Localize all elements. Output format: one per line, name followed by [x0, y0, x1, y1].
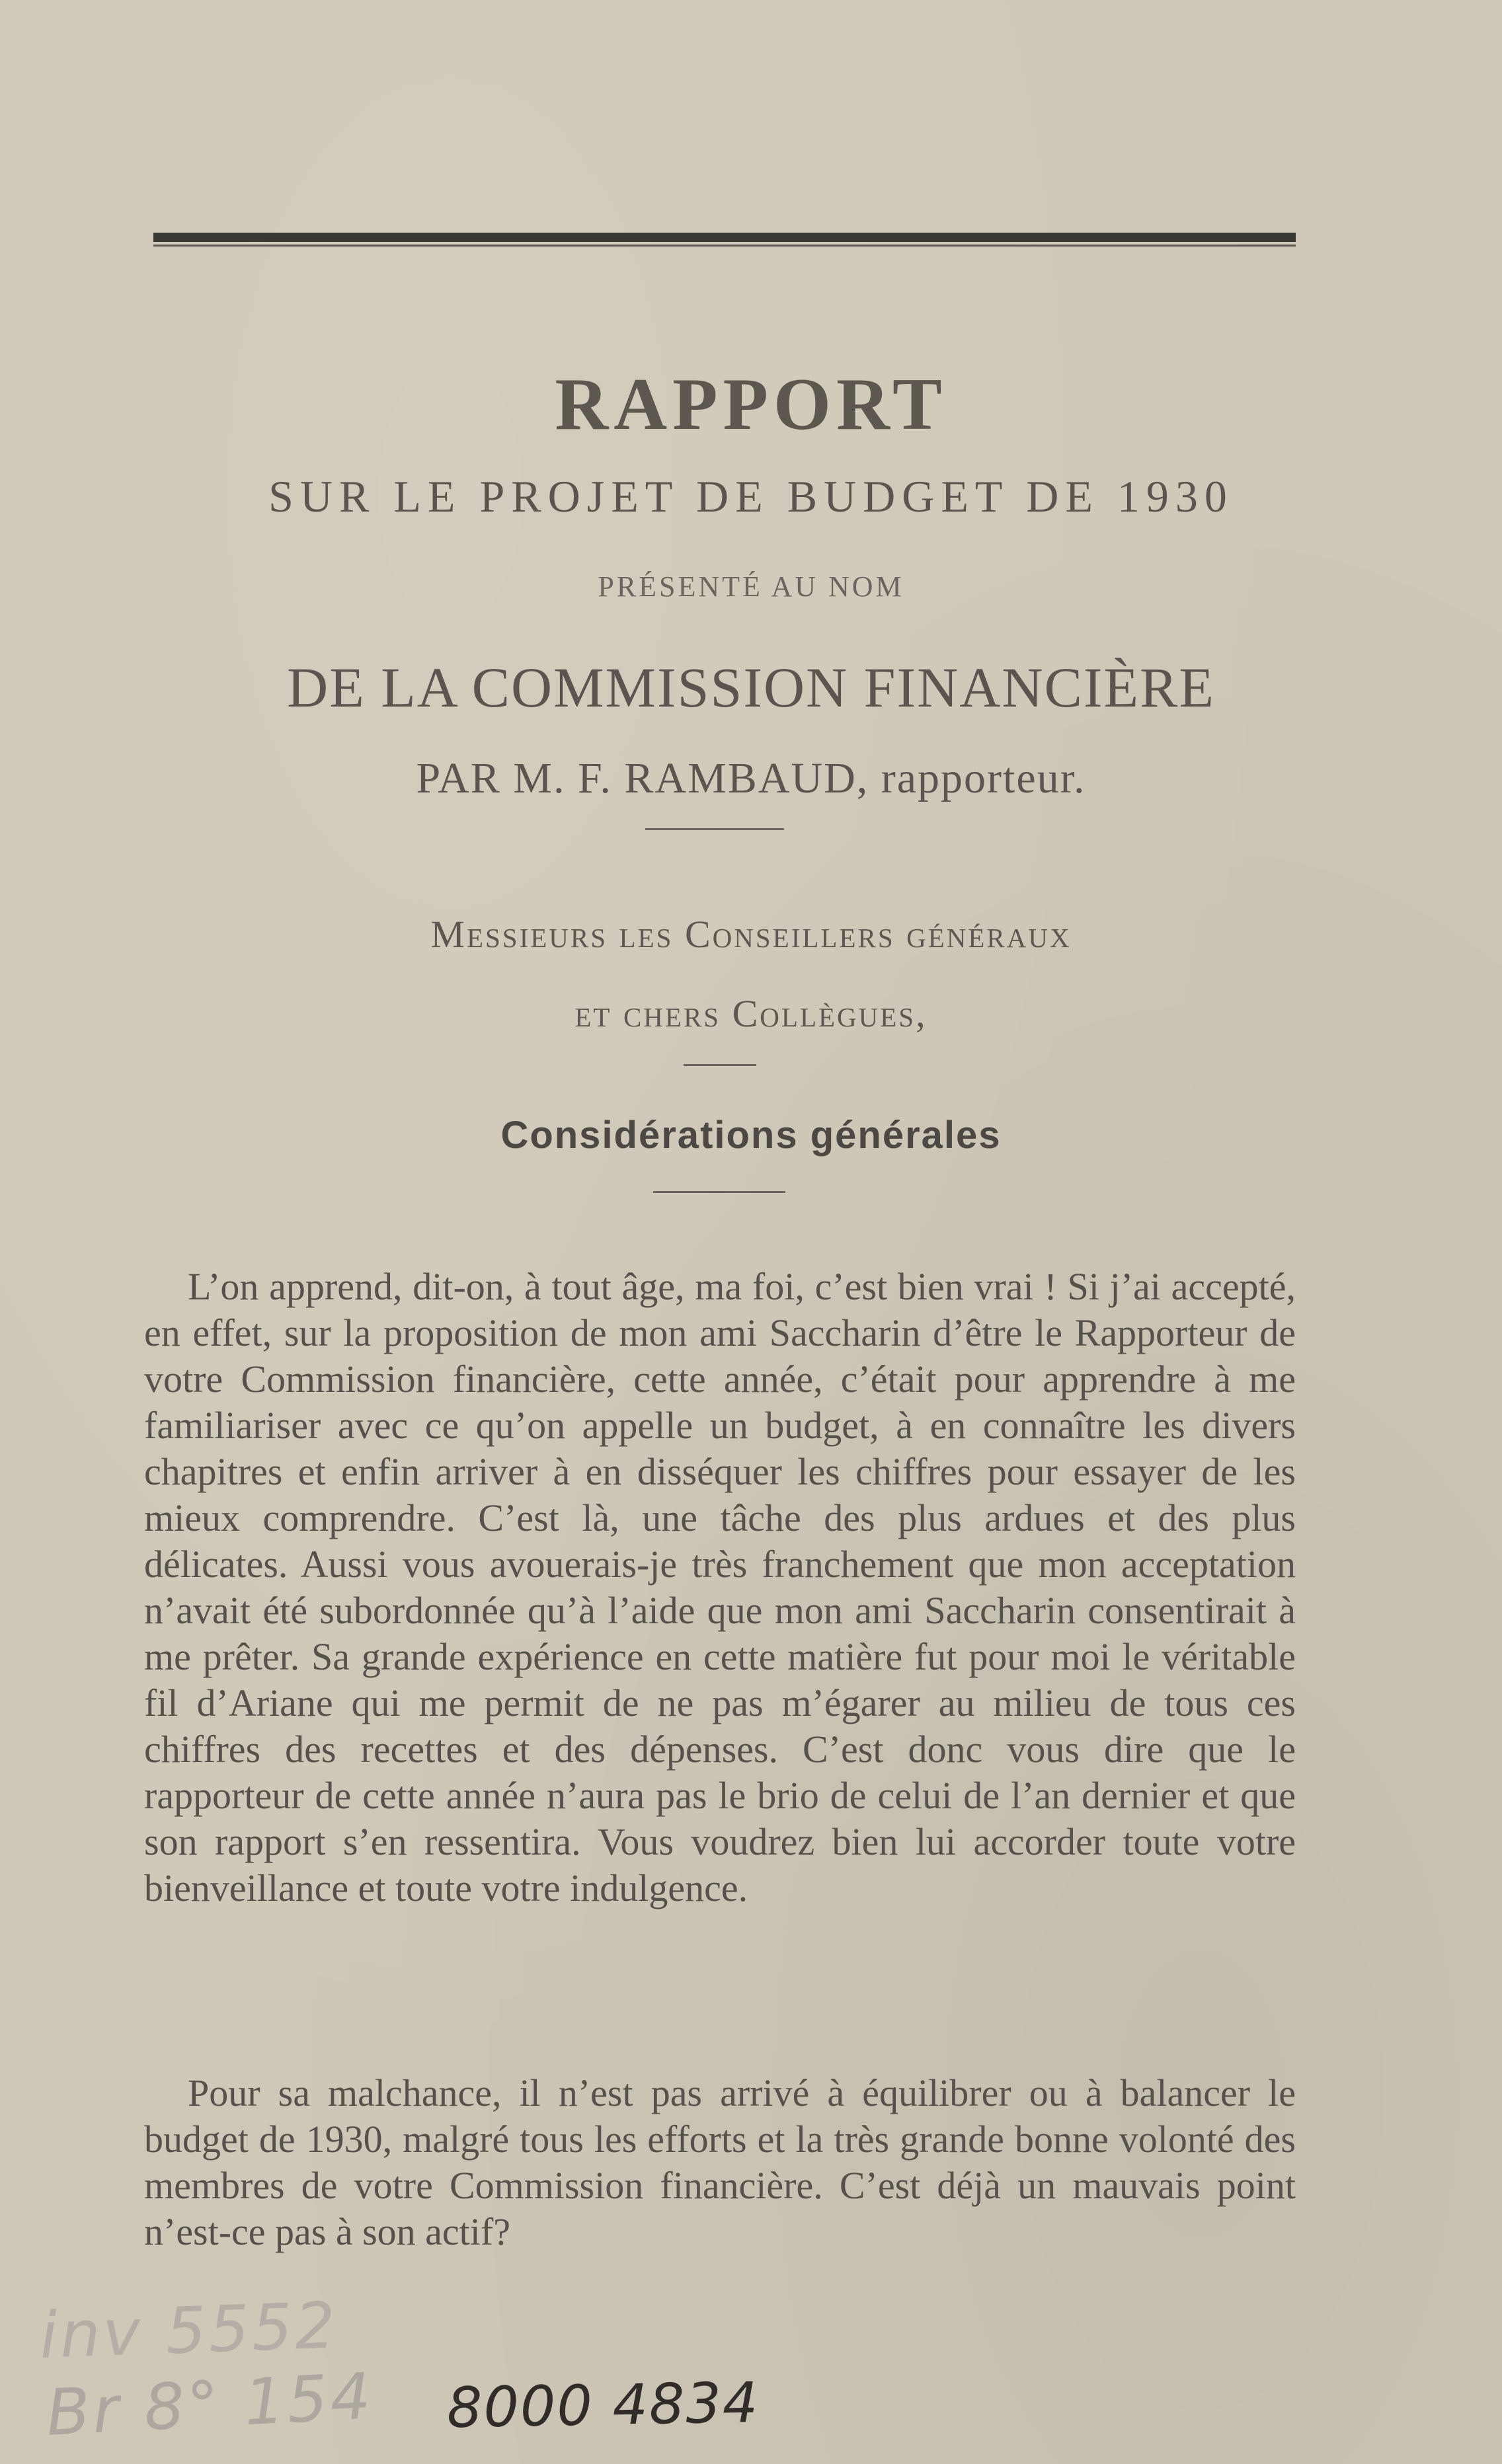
body-paragraph-2: Pour sa malchance, il n’est pas arrivé à équilibrer ou à balancer le budget de 1930, malgré tous les efforts et la très grande bonne volonté des membres de votre Commission financière. C’est déjà un mauvais point n’est-ce pas à son actif?: [144, 2071, 1296, 2253]
report-author: PAR M. F. RAMBAUD, rapporteur.: [416, 754, 1086, 802]
handwritten-shelfmark: Br 8° 154: [44, 2359, 376, 2450]
section-heading: Considérations générales: [500, 1114, 1002, 1157]
body-paragraph-1: L’on apprend, dit-on, à tout âge, ma foi, c’est bien vrai ! Si j’ai accepté, en effet, sur la proposition de mon ami Saccharin d’être le Rapporteur de votre Commission financière, cette année, c’était pour apprendre à me familiariser avec ce qu’on appelle un budget, à en connaître les divers chapitres et enfin arriver à en disséquer les chiffres pour essayer de les mieux comprendre. C’est là, une tâche des plus ardues et des plus délicates. Aussi vous avouerais-je très franchement que mon acceptation n’avait été subordonnée qu’à l’aide que mon ami Saccharin consentirait à me prêter. Sa grande expérience en cette matière fut pour moi le véritable fil d’Ariane qui me permit de ne pas m’égarer au milieu de tous ces chiffres des recettes et des dépenses. C’est donc vous dire que le rapporteur de cette année n’aura pas le brio de celui de l’an dernier et que son rapport s’en ressentira. Vous voudrez bien lui accorder toute votre bienveillance et toute votre indulgence.: [144, 1265, 1296, 1909]
report-title: RAPPORT: [555, 364, 947, 445]
divider-dash-2: [684, 1064, 756, 1066]
salutation-line-2: et chers Collègues,: [574, 992, 928, 1035]
top-rule-thin: [153, 245, 1296, 247]
report-subtitle-presented: PRÉSENTÉ AU NOM: [598, 570, 904, 603]
handwritten-inventory-note: inv 5552: [38, 2288, 339, 2373]
top-rule: [153, 233, 1296, 242]
handwritten-catalog-number: 8000 4834: [446, 2369, 760, 2441]
report-subtitle-commission: DE LA COMMISSION FINANCIÈRE: [287, 656, 1215, 719]
divider-dash-1: [645, 828, 784, 830]
divider-dash-3: [653, 1191, 785, 1193]
report-subtitle-budget: SUR LE PROJET DE BUDGET DE 1930: [268, 471, 1234, 521]
salutation-line-1: Messieurs les Conseillers généraux: [430, 913, 1072, 956]
